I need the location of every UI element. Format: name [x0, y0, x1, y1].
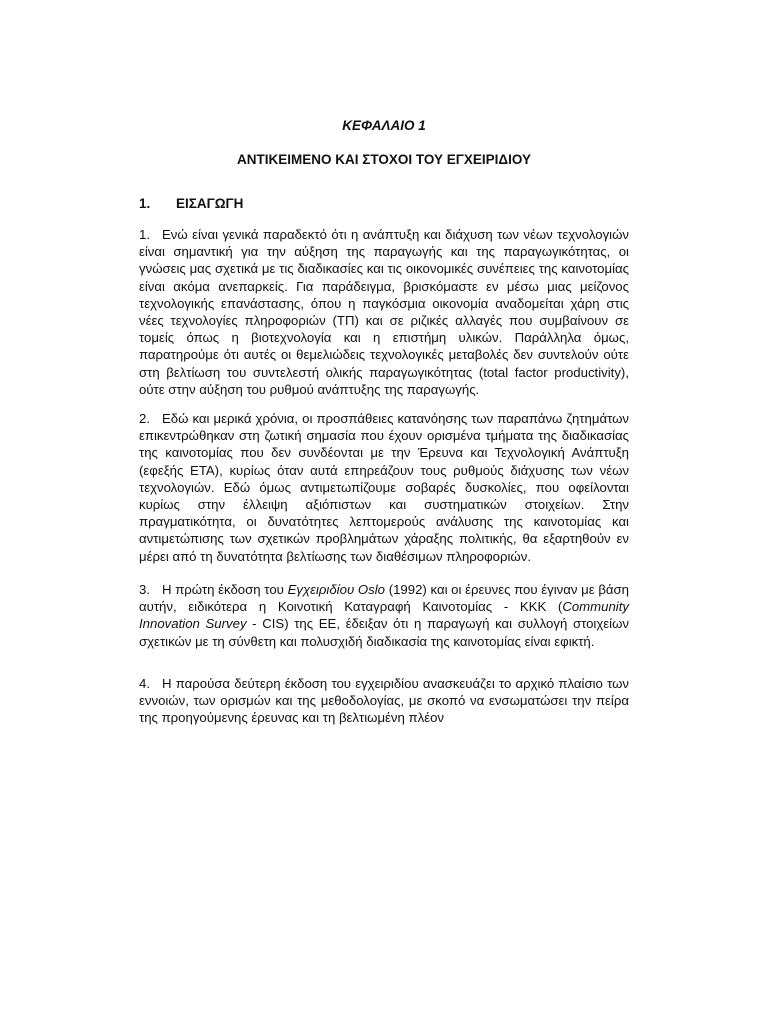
- paragraph-text-part: (1992) και οι έρευνες που έγιναν με βάση αυτήν, ειδικότερα η Κοινοτική Καταγραφή Καινοτομίας - ΚΚΚ (: [139, 582, 630, 615]
- chapter-label: ΚΕΦΑΛΑΙΟ 1: [342, 118, 426, 133]
- section-number: 1.: [139, 196, 151, 211]
- paragraph-text-part: - CIS) της ΕΕ, έδειξαν ότι η παραγωγή και συλλογή στοιχείων σχετικών με τη σύνθετη και πολυσχιδή διαδικασία της καινοτομίας είναι εφικτή.: [139, 616, 629, 649]
- section-title: ΕΙΣΑΓΩΓΗ: [176, 196, 244, 211]
- paragraph-number: 4.: [139, 676, 150, 691]
- chapter-title: ΑΝΤΙΚΕΙΜΕΝΟ ΚΑΙ ΣΤΟΧΟΙ ΤΟΥ ΕΓΧΕΙΡΙΔΙΟΥ: [237, 152, 531, 167]
- paragraph-text: Εδώ και μερικά χρόνια, οι προσπάθειες κατανόησης των παραπάνω ζητημάτων επικεντρώθηκαν στη ζωτική σημασία που έχουν ορισμένα τμήματα της διαδικασίας της καινοτομίας που δεν συνδέονται με την Έρευνα και Τεχνολογική Ανάπτυξη (εφεξής ΕΤΑ), κυρίως όταν αυτά επηρεάζουν τους ρυθμούς διάχυσης των νέων τεχνολογιών. Εδώ όμως αντιμετωπίζουμε σοβαρές δυσκολίες, που οφείλονται κυρίως στην έλλειψη αξιόπιστων και συστηματικών στοιχείων. Στην πραγματικότητα, οι δυνατότητες λεπτομερούς ανάλυσης της καινοτομίας και αντιμετώπισης των σχετικών προβλημάτων χάραξης πολιτικής, θα εξαρτηθούν εν μέρει από τη δυνατότητα βελτίωσης των διαθέσιμων πληροφοριών.: [139, 411, 629, 564]
- paragraph-text: Η παρούσα δεύτερη έκδοση του εγχειριδίου ανασκευάζει το αρχικό πλαίσιο των εννοιών, των ορισμών και της μεθοδολογίας, με σκοπό να ενσωματώσει την πείρα της προηγούμενης έρευνας και τη βελτιωμένη πλέον: [139, 676, 629, 726]
- paragraph-1: [139, 226, 629, 398]
- paragraph-text: Ενώ είναι γενικά παραδεκτό ότι η ανάπτυξη και διάχυση των νέων τεχνολογιών είναι σημαντική για την αύξηση της παραγωγής και της παραγωγικότητας, οι γνώσεις μας σχετικά με τις διαδικασίες και τις οικονομικές συνέπειες της καινοτομίας είναι ακόμα ανεπαρκείς. Για παράδειγμα, βρισκόμαστε εν μέσω μιας μείζονος τεχνολογικής επανάστασης, όπου η παγκόσμια οικονομία αναδομείται χάρη στις νέες τεχνολογίες πληροφοριών (ΤΠ) και σε ριζικές αλλαγές που συμβαίνουν σε τομείς όπως η βιοτεχνολογία και η επιστήμη υλικών. Παράλληλα όμως, παρατηρούμε ότι αυτές οι θεμελιώδεις τεχνολογικές μεταβολές δεν συντελούν ούτε στη βελτίωση του συντελεστή ολικής παραγωγικότητας (total factor productivity), ούτε στην αύξηση του ρυθμού ανάπτυξης της παραγωγής.: [139, 227, 629, 397]
- survey-name-italic: Community Innovation Survey: [139, 599, 629, 632]
- section-heading: [139, 196, 243, 211]
- paragraph-3: [139, 581, 629, 650]
- paragraph-number: 1.: [139, 227, 150, 242]
- paragraph-number: 3.: [139, 582, 150, 597]
- manual-title-italic: Εγχειριδίου Oslo: [287, 582, 386, 597]
- paragraph-4: [139, 675, 629, 727]
- paragraph-text-part: Η πρώτη έκδοση του: [162, 582, 288, 597]
- paragraph-2: [139, 410, 629, 565]
- paragraph-number: 2.: [139, 411, 150, 426]
